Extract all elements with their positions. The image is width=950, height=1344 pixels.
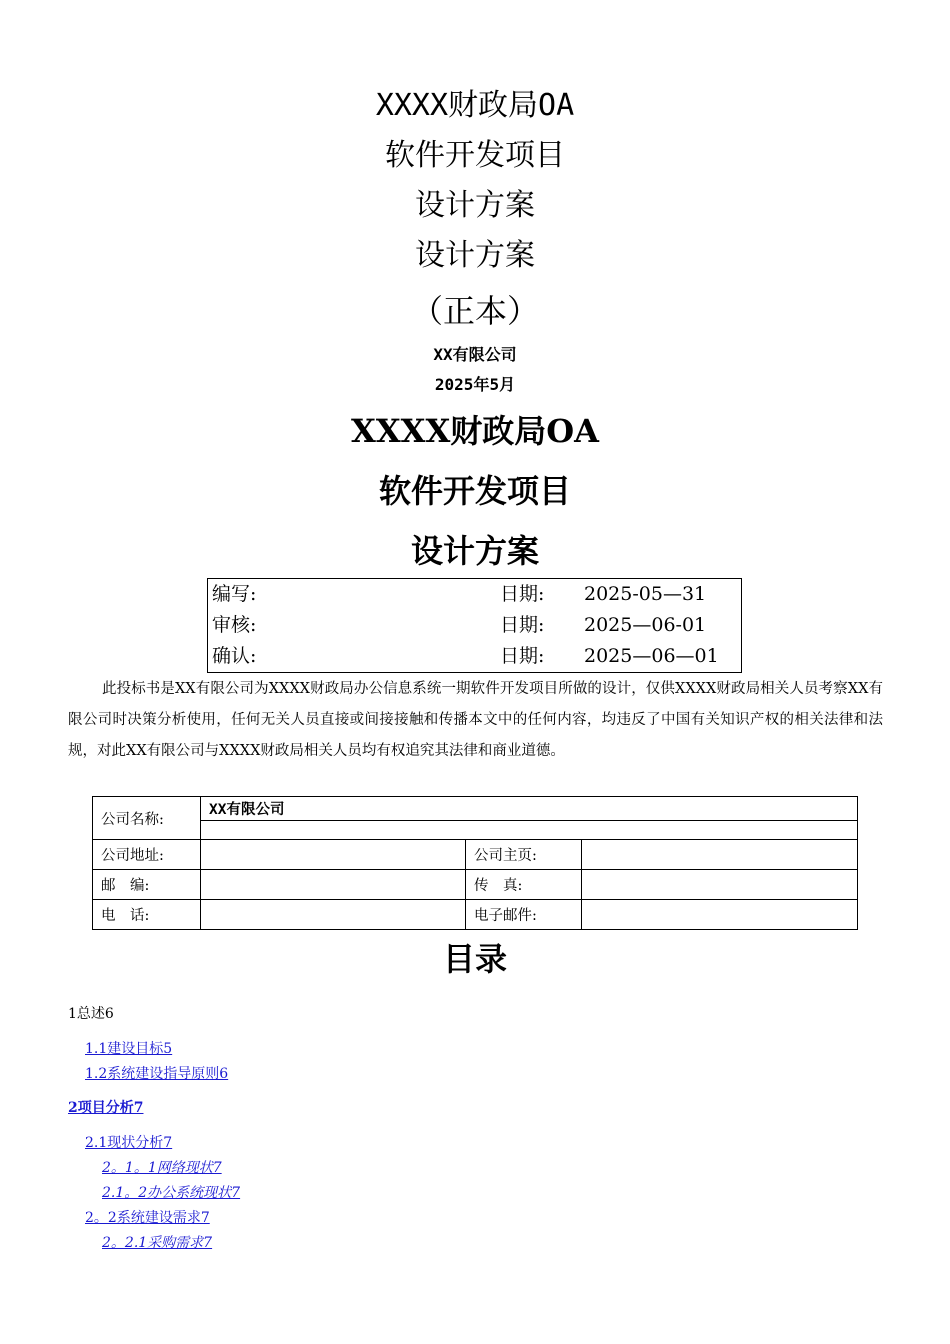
sign-role: 审核: bbox=[212, 614, 257, 636]
toc-title: 目录 bbox=[442, 940, 507, 978]
sign-date-label: 日期: bbox=[500, 614, 545, 636]
sign-role: 确认: bbox=[212, 645, 257, 667]
toc-item[interactable]: 2.1现状分析7 bbox=[85, 1135, 173, 1151]
company-fax-value bbox=[582, 870, 858, 900]
company-fax-label: 传 真: bbox=[466, 870, 582, 900]
company-name-value: XX有限公司 bbox=[201, 797, 858, 821]
company-phone-value bbox=[201, 900, 466, 930]
toc-item[interactable]: 2.1。2办公系统现状7 bbox=[102, 1185, 241, 1201]
company-address-value bbox=[201, 840, 466, 870]
toc-item[interactable]: 2。2系统建设需求7 bbox=[85, 1210, 210, 1226]
company-name-extra bbox=[201, 821, 858, 840]
toc-item[interactable]: 1.1建设目标5 bbox=[85, 1041, 173, 1057]
cover-date: 2025年5月 bbox=[434, 375, 516, 394]
cover-edition: （正本） bbox=[410, 292, 539, 330]
company-info-table bbox=[92, 796, 858, 930]
toc-item[interactable]: 2项目分析7 bbox=[68, 1100, 144, 1116]
company-email-value bbox=[582, 900, 858, 930]
company-postcode-value bbox=[201, 870, 466, 900]
title-block2-line1: XXXX财政局OA bbox=[350, 412, 600, 450]
sign-row bbox=[208, 610, 741, 641]
sign-date-label: 日期: bbox=[500, 645, 545, 667]
sign-row bbox=[208, 579, 741, 610]
sign-date: 2025-05—31 bbox=[584, 583, 707, 605]
sign-role: 编写: bbox=[212, 583, 257, 605]
toc-item[interactable]: 1总述6 bbox=[68, 1006, 114, 1022]
sign-date-label: 日期: bbox=[500, 583, 545, 605]
sign-row bbox=[208, 641, 741, 672]
company-phone-label: 电 话: bbox=[93, 900, 201, 930]
company-address-label: 公司地址: bbox=[93, 840, 201, 870]
notice-paragraph: 此投标书是XX有限公司为XXXX财政局办公信息系统一期软件开发项目所做的设计，仅供XXXX财政局相关人员考察XX有限公司时决策分析使用，任何无关人员直接或间接接触和传播本文中的任何内容，均违反了中国有关知识产权的相关法律和法规，对此XX有限公司与XXXX财政局相关人员均有权追究其法律和商业道德。 bbox=[68, 681, 883, 759]
company-postcode-label: 邮 编: bbox=[93, 870, 201, 900]
cover-title-line1: XXXX财政局OA bbox=[375, 88, 575, 123]
title-block2-line2: 软件开发项目 bbox=[378, 472, 571, 510]
cover-title-line4: 设计方案 bbox=[415, 238, 535, 273]
cover-company: XX有限公司 bbox=[433, 345, 517, 364]
company-homepage-value bbox=[582, 840, 858, 870]
toc-item[interactable]: 2。2.1采购需求7 bbox=[102, 1235, 213, 1251]
sign-table bbox=[207, 578, 742, 673]
sign-date: 2025—06-01 bbox=[584, 614, 707, 636]
toc-item[interactable]: 1.2系统建设指导原则6 bbox=[85, 1066, 229, 1082]
toc-item[interactable]: 2。1。1网络现状7 bbox=[102, 1160, 222, 1176]
title-block2-line3: 设计方案 bbox=[410, 532, 539, 570]
company-homepage-label: 公司主页: bbox=[466, 840, 582, 870]
company-email-label: 电子邮件: bbox=[466, 900, 582, 930]
company-name-label: 公司名称: bbox=[93, 797, 201, 840]
cover-title-line2: 软件开发项目 bbox=[385, 138, 565, 173]
sign-date: 2025—06—01 bbox=[584, 645, 719, 667]
cover-title-line3: 设计方案 bbox=[415, 188, 535, 223]
